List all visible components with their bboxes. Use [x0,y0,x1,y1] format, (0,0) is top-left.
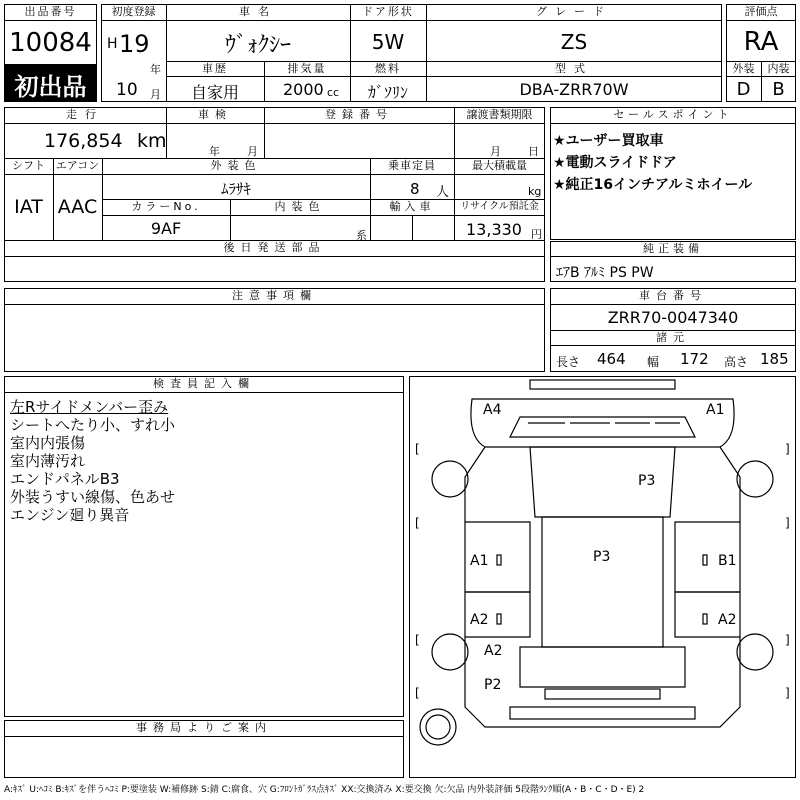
inspector-note-2: シートへたり小、すれ小 [10,416,176,434]
color-no: 9AF [150,219,182,238]
sales-point-2: ★電動スライドドア [553,155,677,171]
overall-score: RA [743,27,779,57]
sales-point-1: ★ユーザー買取車 [553,133,664,149]
inspection-header: 車検 [198,108,232,121]
exterior-score-header: 外装 [732,62,755,75]
mark-right-rear-door: A2 [718,612,737,628]
mark-right-front-door: B1 [718,553,737,569]
damage-diagram [409,376,796,778]
car-name: ｳﾞｫｸｼｰ [224,33,291,58]
aircon-header: エアコン [55,159,100,172]
inspection-year-unit: 年 [209,145,220,158]
aircon: AAC [57,196,98,218]
door-type: 5W [371,30,405,54]
door-type-header: ドア形状 [362,5,414,18]
length-label: 長さ [556,355,581,369]
capacity: 8 [410,180,420,198]
mark-hood: P3 [638,473,656,489]
svg-text:]: ] [785,686,790,700]
inspector-notes-header: 検査員記入欄 [153,377,255,390]
mark-rear-left: P2 [484,677,502,693]
registration-no-header: 登録番号 [325,108,393,121]
svg-text:[: [ [415,686,420,700]
office-notice-header: 事務局よりご案内 [136,721,272,734]
era-letter: H [107,36,118,52]
mark-left-rear-quarter: A2 [484,643,503,659]
genuine-equipment: ｴｱB ｱﾙﾐ PS PW [556,265,654,281]
model-code-header: 型式 [555,62,593,75]
lot-number-header: 出品番号 [24,5,77,18]
fuel: ｶﾞｿﾘﾝ [367,83,408,102]
mark-roof: P3 [593,549,611,565]
first-listing-label: 初出品 [14,73,87,101]
lot-number: 10084 [9,28,92,58]
notes-header: 注意事項欄 [232,289,317,302]
first-registration-header: 初度登録 [111,5,156,18]
mark-left-rear-door: A2 [470,612,489,628]
sales-points-header: セールスポイント [613,108,733,121]
recycle-unit: 円 [531,228,542,241]
exterior-color-header: 外装色 [210,159,262,172]
recycle-header: リサイクル預託金 [460,201,539,212]
sales-point-3: ★純正16インチアルミホイール [553,177,753,193]
first-reg-year: 19 [119,30,150,58]
interior-color-unit: 系 [356,229,367,242]
history-header: 車歴 [202,62,228,75]
interior-score: B [772,79,785,100]
mark-front-right: A1 [706,402,725,418]
interior-color-header: 内装色 [274,200,326,213]
inspector-note-7: エンジン廻り異音 [10,506,130,524]
length: 464 [597,350,626,368]
mileage-unit: km [137,130,167,152]
transfer-deadline-header: 譲渡書類期限 [466,108,533,121]
import-header: 輸入車 [389,200,435,213]
width-label: 幅 [647,355,660,369]
mark-left-front-door: A1 [470,553,489,569]
model-code: DBA-ZRR70W [519,80,629,99]
exterior-color: ﾑﾗｻｷ [220,180,251,198]
transfer-day-unit: 日 [528,145,539,158]
month-unit: 月 [150,88,161,101]
capacity-unit: 人 [436,185,450,200]
history: 自家用 [190,83,239,102]
fuel-header: 燃料 [375,62,401,75]
grade-header: グレード [536,5,612,18]
inspector-note-5: エンドパネルB3 [10,470,120,488]
svg-text:[: [ [415,516,420,530]
chassis-no: ZRR70-0047340 [607,308,739,327]
svg-text:]: ] [785,442,790,456]
transfer-month-unit: 月 [490,145,501,158]
recycle-fee: 13,330 [466,220,522,239]
interior-score-header: 内装 [767,62,790,75]
mileage: 176,854 [44,130,123,152]
car-name-header: 車名 [239,5,277,18]
svg-text:]: ] [785,633,790,647]
first-reg-month: 10 [116,80,138,100]
score-header: 評価点 [744,5,778,18]
mark-front-left: A4 [483,402,502,418]
max-load-header: 最大積載量 [472,159,527,172]
width: 172 [680,350,709,368]
dimensions-header: 諸元 [656,331,690,344]
later-parts-header: 後日発送部品 [223,241,326,254]
inspector-note-1: 左Rサイドメンバー歪み [10,398,169,416]
shift-header: シフト [12,159,45,172]
car-outline [410,377,795,777]
displacement: 2000 [283,80,324,99]
load-unit: kg [528,185,542,198]
legend: A:ｷｽﾞ U:ﾍｺﾐ B:ｷｽﾞを伴うﾍｺﾐ P:要塗装 W:補修跡 S:錆 C:腐食、穴 G:ﾌﾛﾝﾄｶﾞﾗｽ点ｷｽﾞ XX:交換済み X:要交換 欠:欠品 内外装評価 5段階ﾗﾝｸ順(A・B・C・D・E) 2 [4,785,645,795]
grade: ZS [560,30,588,54]
year-unit: 年 [150,63,161,76]
height: 185 [760,350,789,368]
capacity-header: 乗車定員 [388,159,436,172]
svg-text:[: [ [415,442,420,456]
inspector-note-6: 外装うすい線傷、色あせ [10,488,176,506]
svg-text:[: [ [415,633,420,647]
displacement-header: 排気量 [287,62,327,75]
chassis-no-header: 車台番号 [639,289,707,302]
genuine-equipment-header: 純正装備 [643,242,703,255]
shift: IAT [14,196,43,218]
inspection-month-unit: 月 [247,145,258,158]
mileage-header: 走行 [66,108,104,121]
inspector-note-3: 室内内張傷 [10,434,86,452]
inspector-note-4: 室内薄汚れ [10,452,86,470]
displacement-unit: cc [327,86,340,99]
exterior-score: D [736,79,751,100]
height-label: 高さ [724,355,749,369]
color-no-header: カラーNo. [131,200,201,213]
svg-text:]: ] [785,516,790,530]
